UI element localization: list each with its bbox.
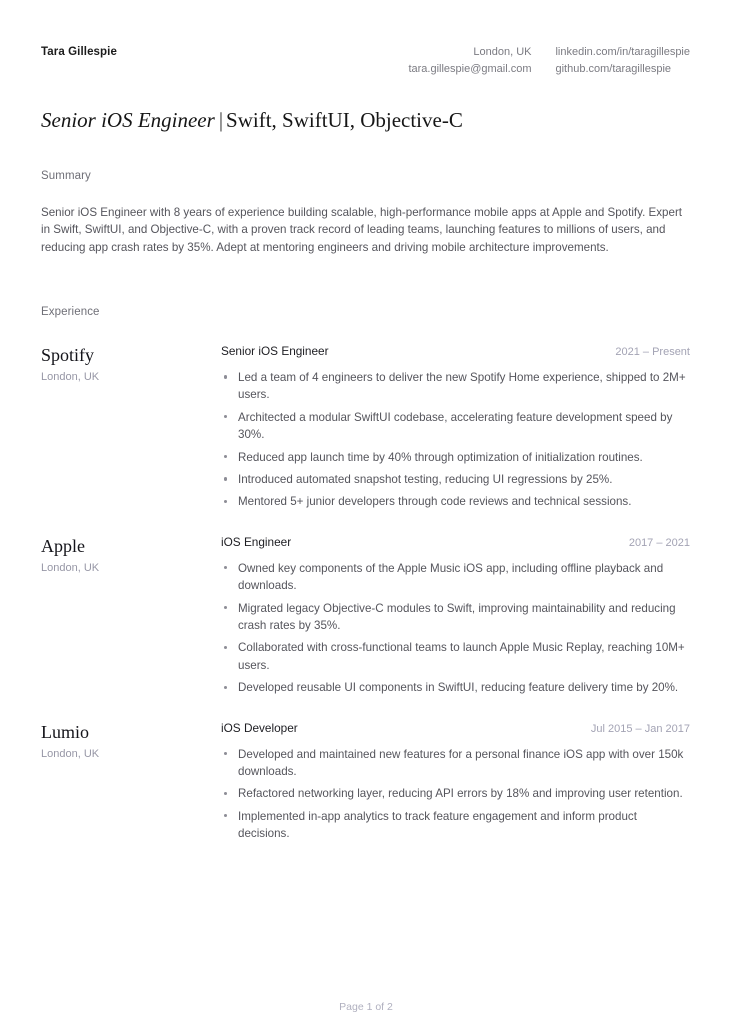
list-item [221,449,690,466]
achievement-list [221,560,690,697]
list-item-text: Developed and maintained new features for a personal finance iOS app with over 150k downloads. [238,747,684,778]
list-item-text: Reduced app launch time by 40% through optimization of initialization routines. [238,450,643,464]
list-item [221,560,690,595]
bullet-dot-icon [224,500,227,503]
contact-column-primary [408,44,531,78]
experience-entry-header [221,534,690,551]
experience-entry-detail [221,720,690,843]
company-name: Spotify [41,344,95,365]
achievement-list [221,746,690,843]
candidate-name: Tara Gillespie [41,46,117,58]
contact-column-links [555,44,690,78]
list-item [221,409,690,444]
list-item-text: Migrated legacy Objective-C modules to Swift, improving maintainability and reducing crash rates by 35%. [238,601,676,632]
bullet-dot-icon [224,686,227,689]
experience-entry-detail [221,343,690,511]
list-item [221,600,690,635]
list-item [221,785,690,802]
summary-section-label: Summary [41,170,91,182]
headline-tech: Swift, SwiftUI, Objective-C [226,108,463,132]
experience-section-label: Experience [41,305,100,318]
contact-block [408,44,690,78]
bullet-dot-icon [224,455,227,458]
list-item-text: Implemented in-app analytics to track feature engagement and inform product decisions. [238,809,637,841]
bullet-dot-icon [224,752,227,755]
list-item [221,493,690,510]
list-item [221,679,690,696]
list-item-text: Refactored networking layer, reducing API errors by 18% and improving user retention. [238,787,683,801]
bullet-dot-icon [224,646,227,649]
page-footer: Page 1 of 2 [339,1001,393,1013]
list-item [221,808,690,843]
list-item [221,471,690,488]
experience-entry-header [221,343,690,360]
bullet-dot-icon [224,415,227,418]
bullet-dot-icon [224,792,227,795]
experience-entry [41,343,690,511]
bullet-dot-icon [224,814,227,817]
list-item-text: Introduced automated snapshot testing, reducing UI regressions by 25%. [238,472,613,486]
list-item-text: Led a team of 4 engineers to deliver the new Spotify Home experience, shipped to 2M+ users. [238,370,686,402]
job-dates: Jul 2015 – Jan 2017 [590,722,690,735]
experience-entry-meta [41,343,221,511]
experience-entry-header [221,720,690,737]
summary-body: Senior iOS Engineer with 8 years of experience building scalable, high-performance mobile apps at Apple and Spotify. Expert in Swift, SwiftUI, and Objective-C, with a proven track record of leading teams, launching features to millions of users, and reducing app crash rates by 35%. Adept at mentoring engineers and driving mobile architecture improvements. [41,206,683,254]
company-name: Lumio [41,721,89,742]
headline-separator: | [218,108,224,132]
experience-entry [41,534,690,697]
list-item-text: Owned key components of the Apple Music iOS app, including offline playback and downloads. [238,561,664,593]
headline [41,107,690,133]
contact-location: London, UK [473,46,532,58]
list-item-text: Collaborated with cross-functional teams to launch Apple Music Replay, reaching 10M+ users. [238,641,685,672]
list-item [221,369,690,404]
resume-header [41,41,690,78]
achievement-list [221,369,690,511]
list-item [221,639,690,674]
experience-section [41,304,690,843]
job-dates: 2021 – Present [615,345,690,358]
list-item [221,746,690,781]
summary-section [41,168,690,256]
job-title: Senior iOS Engineer [221,343,329,358]
headline-role: Senior iOS Engineer [41,108,215,132]
job-dates: 2017 – 2021 [628,536,690,549]
experience-entry-detail [221,534,690,697]
list-item-text: Mentored 5+ junior developers through code reviews and technical sessions. [238,495,632,509]
company-location: London, UK [41,747,100,760]
company-location: London, UK [41,370,100,383]
experience-entry-meta [41,534,221,697]
contact-email[interactable]: tara.gillespie@gmail.com [408,63,532,75]
job-title: iOS Engineer [221,534,292,549]
company-name: Apple [41,535,85,556]
company-location: London, UK [41,561,100,574]
experience-entry-meta [41,720,221,843]
list-item-text: Developed reusable UI components in SwiftUI, reducing feature delivery time by 20%. [238,681,679,695]
contact-linkedin[interactable]: linkedin.com/in/taragillespie [555,46,690,58]
bullet-dot-icon [224,606,227,609]
bullet-dot-icon [224,566,227,569]
contact-github[interactable]: github.com/taragillespie [555,63,672,75]
bullet-dot-icon [224,477,227,480]
job-title: iOS Developer [221,720,298,735]
bullet-dot-icon [224,375,227,378]
experience-entry [41,720,690,843]
list-item-text: Architected a modular SwiftUI codebase, accelerating feature development speed by 30%. [238,410,673,442]
